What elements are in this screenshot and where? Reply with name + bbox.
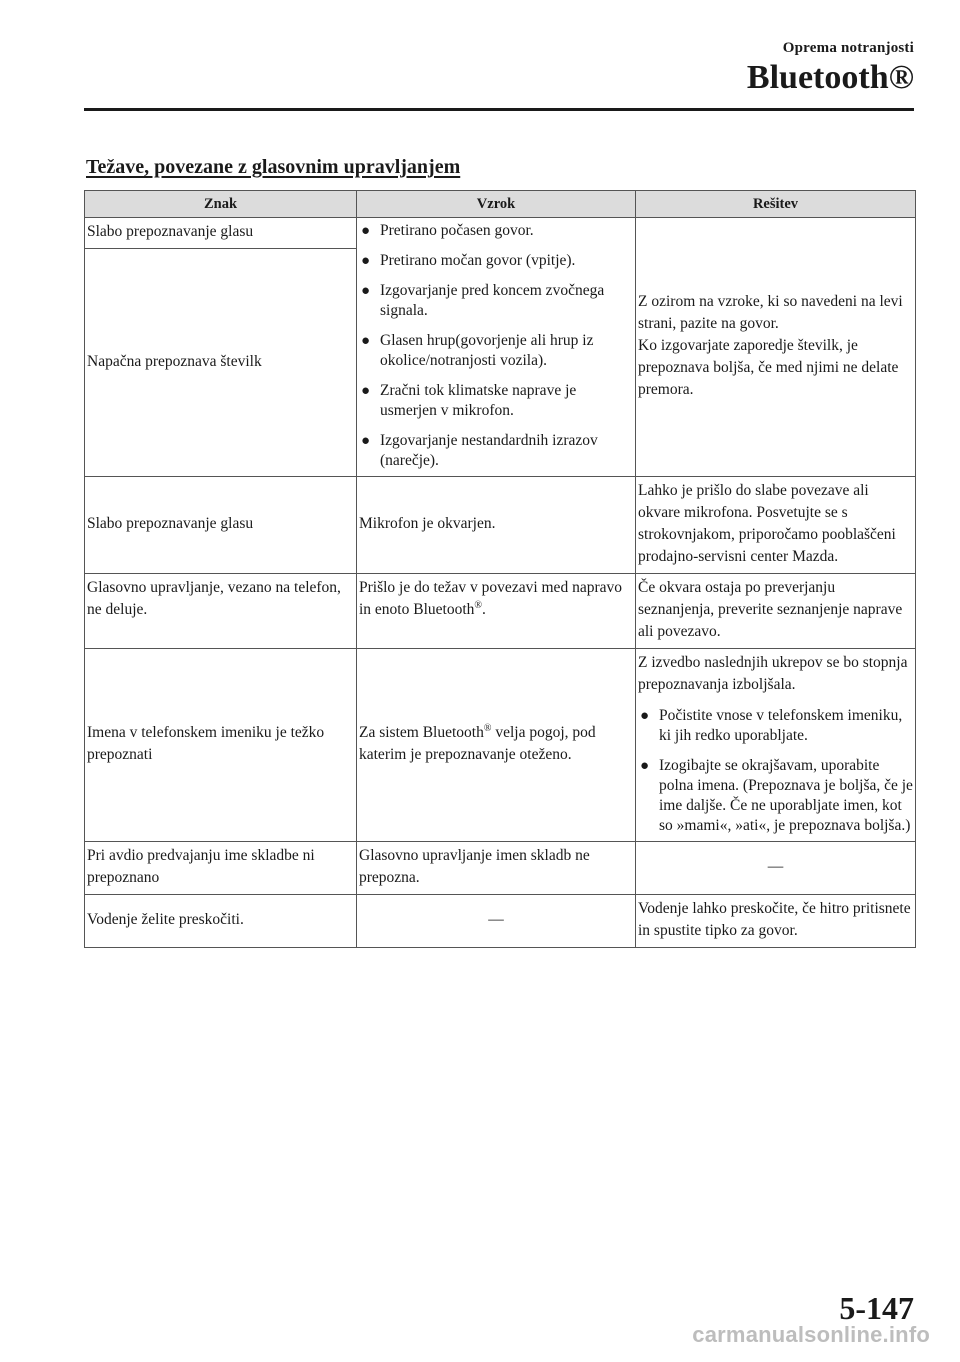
symptom-cell: Vodenje želite preskočiti. [85,895,357,948]
list-item: ● Zračni tok klimatske naprave je usmerjen v mikrofon. [361,382,577,419]
bullet-icon: ● [361,283,371,299]
page-title: Bluetooth® [746,59,914,96]
bullet-icon: ● [361,433,371,449]
cause-cell: Glasovno upravljanje imen skladb ne prepozna. [357,842,636,895]
symptom-cell: Slabo prepoznavanje glasu [85,218,357,249]
header-divider [84,108,914,111]
table-row [85,842,916,895]
cause-cell: — [357,895,636,948]
section-title: Težave, povezane z glasovnim upravljanjem [86,156,461,178]
symptom-cell: Slabo prepoznavanje glasu [85,477,357,574]
solution-cell: Vodenje lahko preskočite, če hitro pritisnete in spustite tipko za govor. [636,895,916,948]
solution-cell: Lahko je prišlo do slabe povezave ali okvare mikrofona. Posvetujte se s strokovnjakom, priporočamo pooblaščeni prodajno-servisni center Mazda. [636,477,916,574]
table-row [85,574,916,649]
list-item: ● Glasen hrup(govorjenje ali hrup iz okolice/notranjosti vozila). [361,332,594,369]
table-row [85,477,916,574]
column-header-solution: Rešitev [636,191,916,218]
column-header-cause: Vzrok [357,191,636,218]
cause-cell: Za sistem Bluetooth® velja pogoj, pod katerim je prepoznavanje oteženo. [357,649,636,842]
troubleshooting-table [84,190,916,948]
list-item: ● Izogibajte se okrajšavam, uporabite polna imena. (Prepoznava je boljša, če je ime daljše. Če ne uporabljate imen, kot so »mami«, »ati«, je prepoznava boljša.) [640,757,913,834]
symptom-cell: Glasovno upravljanje, vezano na telefon, ne deluje. [85,574,357,649]
list-item: ● Izgovarjanje nestandardnih izrazov (narečje). [361,432,598,469]
bullet-icon: ● [361,383,371,399]
page-number: 5-147 [839,1290,914,1326]
bullet-icon: ● [640,708,650,724]
solution-cell [636,218,916,477]
bullet-icon: ● [361,333,371,349]
symptom-cell: Napačna prepoznava številk [85,249,357,477]
cause-list [359,221,633,471]
solution-cell [636,649,916,842]
solution-text: Z ozirom na vzroke, ki so navedeni na levi strani, pazite na govor. [638,293,903,332]
bullet-icon: ● [361,223,371,239]
cause-cell: Mikrofon je okvarjen. [357,477,636,574]
solution-text: Ko izgovarjate zaporedje številk, je prepoznava boljša, če med njimi ne delate premora. [638,337,899,398]
symptom-cell: Pri avdio predvajanju ime skladbe ni prepoznano [85,842,357,895]
column-header-symptom: Znak [85,191,357,218]
list-item: ● Počistite vnose v telefonskem imeniku, ki jih redko uporabljate. [640,707,903,744]
solution-text: Z izvedbo naslednjih ukrepov se bo stopnja prepoznavanja izboljšala. [638,654,908,693]
solution-cell: Če okvara ostaja po preverjanju seznanjenja, preverite seznanjenje naprave ali povezavo. [636,574,916,649]
cause-cell [357,218,636,477]
bullet-icon: ● [361,253,371,269]
bullet-icon: ● [640,758,650,774]
table-row [85,218,916,249]
symptom-cell: Imena v telefonskem imeniku je težko prepoznati [85,649,357,842]
list-item: ● Izgovarjanje pred koncem zvočnega signala. [361,282,605,319]
table-row [85,649,916,842]
table-header-row [85,191,916,218]
cause-cell: Prišlo je do težav v povezavi med napravo in enoto Bluetooth®. [357,574,636,649]
solution-list [638,706,913,836]
solution-cell: — [636,842,916,895]
watermark: carmanualsonline.info [692,1322,930,1347]
list-item: ● Pretirano počasen govor. [361,222,534,239]
header-section-label: Oprema notranjosti [782,40,914,56]
table-row [85,895,916,948]
list-item: ● Pretirano močan govor (vpitje). [361,252,576,269]
